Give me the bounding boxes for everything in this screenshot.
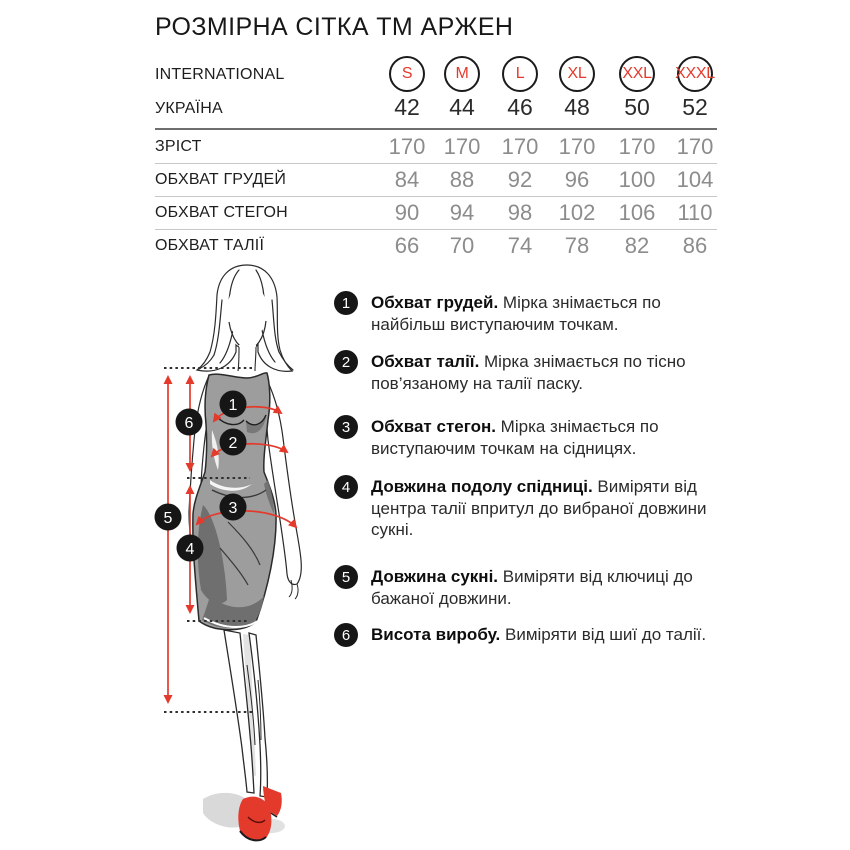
- legend-item-hips: [334, 415, 726, 459]
- legend-description: Мірка знімається по виступаючим точкам на сідницях.: [371, 417, 659, 458]
- figure-marker-1-label: 1: [228, 397, 238, 414]
- legend-text: [371, 292, 726, 335]
- cell: 70: [449, 233, 475, 258]
- ukraine-size: 46: [507, 94, 533, 120]
- figure-legs: [224, 630, 267, 797]
- cell: 84: [394, 167, 420, 192]
- size-badge-xxxl: XXXL: [677, 56, 713, 92]
- cell: 74: [507, 233, 533, 258]
- legend-text: [371, 624, 726, 646]
- cell: 94: [449, 200, 475, 225]
- legend-item-top-height: [334, 623, 726, 646]
- legend-text: [371, 351, 726, 394]
- table-divider: [155, 163, 717, 164]
- legend-term: Висота виробу.: [371, 625, 501, 644]
- cell: 170: [388, 134, 426, 159]
- figure-marker-2-label: 2: [228, 435, 238, 452]
- legend-text: [371, 416, 726, 459]
- international-row-label: INTERNATIONAL: [155, 66, 285, 83]
- cell: 106: [618, 200, 656, 225]
- cell: 104: [676, 167, 714, 192]
- cell: 92: [507, 167, 533, 192]
- ukraine-size: 42: [394, 94, 420, 120]
- cell: 170: [618, 134, 656, 159]
- legend-term: Обхват стегон.: [371, 417, 496, 436]
- cell: 66: [394, 233, 420, 258]
- table-divider: [155, 128, 717, 130]
- cell: 90: [394, 200, 420, 225]
- row-label-waist: ОБХВАТ ТАЛІЇ: [155, 237, 265, 254]
- legend-number-badge: 3: [334, 415, 358, 439]
- legend-term: Довжина подолу спідниці.: [371, 477, 593, 496]
- size-badge-xxl: XXL: [619, 56, 655, 92]
- legend-item-chest: [334, 291, 726, 335]
- size-badge-xl: XL: [559, 56, 595, 92]
- cell: 170: [676, 134, 714, 159]
- legend-text: [371, 566, 726, 609]
- legend-term: Обхват грудей.: [371, 293, 499, 312]
- ukraine-row-label: УКРАЇНА: [155, 100, 223, 117]
- size-badge-l: L: [502, 56, 538, 92]
- ukraine-size: 48: [564, 94, 590, 120]
- page-title: РОЗМІРНА СІТКА ТМ АРЖЕН: [155, 13, 514, 41]
- size-badge-s: S: [389, 56, 425, 92]
- cell: 82: [624, 233, 650, 258]
- legend-item-dress-length: [334, 565, 726, 609]
- legend-description: Мірка знімається по тісно пов’язаному на талії паску.: [371, 352, 686, 393]
- legend-term: Обхват талії.: [371, 352, 480, 371]
- legend-number-badge: 1: [334, 291, 358, 315]
- figure-marker-6-label: 6: [184, 415, 194, 432]
- cell: 170: [558, 134, 596, 159]
- legend-text: [371, 476, 726, 541]
- row-label-height: ЗРІСТ: [155, 138, 202, 155]
- legend-number-badge: 2: [334, 350, 358, 374]
- legend-item-skirt-length: [334, 475, 726, 541]
- legend-number-badge: 6: [334, 623, 358, 647]
- figure-marker-4-label: 4: [185, 541, 195, 558]
- legend-description: Виміряти від центра талії впритул до вибраної довжини сукні.: [371, 477, 707, 540]
- legend-term: Довжина сукні.: [371, 567, 499, 586]
- ukraine-size: 44: [449, 94, 475, 120]
- legend-number-badge: 5: [334, 565, 358, 589]
- legend-description: Виміряти від ключиці до бажаної довжини.: [371, 567, 693, 608]
- cell: 102: [558, 200, 596, 225]
- size-badge-m: M: [444, 56, 480, 92]
- ukraine-size: 50: [624, 94, 650, 120]
- legend-description: Мірка знімається по найбільш виступаючим точкам.: [371, 293, 661, 334]
- figure-marker-3-label: 3: [228, 500, 238, 517]
- figure-marker-5-label: 5: [163, 510, 173, 527]
- legend-number-badge: 4: [334, 475, 358, 499]
- cell: 98: [507, 200, 533, 225]
- cell: 78: [564, 233, 590, 258]
- legend-item-waist: [334, 350, 726, 394]
- table-divider: [155, 196, 717, 197]
- row-label-chest: ОБХВАТ ГРУДЕЙ: [155, 171, 287, 188]
- table-divider: [155, 229, 717, 230]
- cell: 170: [501, 134, 539, 159]
- cell: 88: [449, 167, 475, 192]
- row-label-hips: ОБХВАТ СТЕГОН: [155, 204, 288, 221]
- cell: 100: [618, 167, 656, 192]
- cell: 110: [677, 200, 713, 225]
- figure-illustration: [130, 255, 350, 850]
- ukraine-size: 52: [682, 94, 708, 120]
- cell: 96: [564, 167, 590, 192]
- legend-description: Виміряти від шиї до талії.: [500, 625, 707, 644]
- cell: 170: [443, 134, 481, 159]
- cell: 86: [682, 233, 708, 258]
